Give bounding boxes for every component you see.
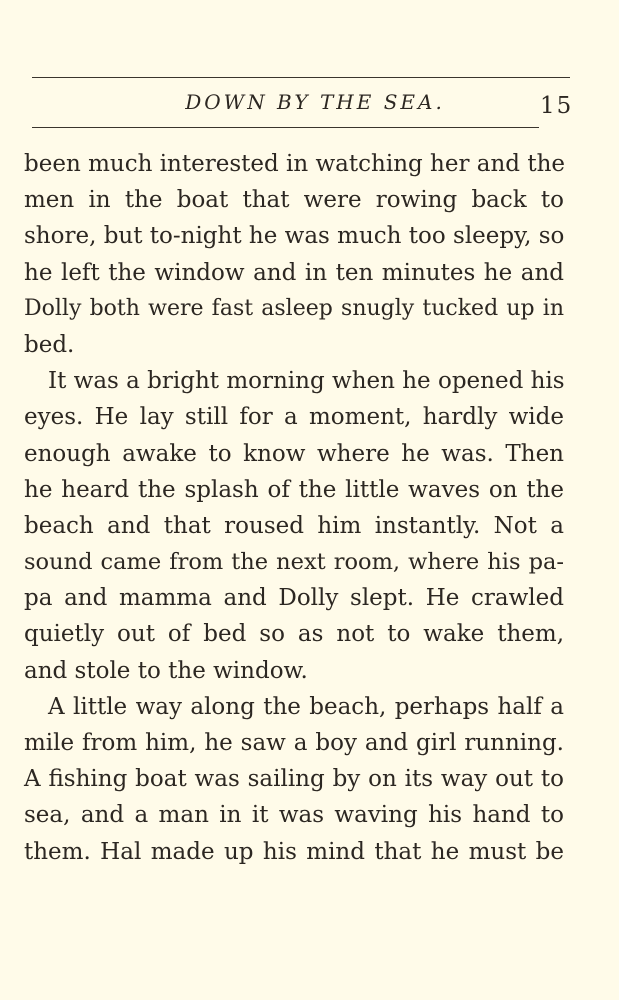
text-line: sea, and a man in it was waving his hand to [24,802,564,829]
text-line: men in the boat that were rowing back to [24,187,564,214]
text-line: he left the window and in ten minutes he and [24,259,564,286]
text-line: bed. [24,331,75,358]
page-number: 15 [540,93,574,119]
text-line: beach and that roused him instantly. Not a [24,512,564,539]
text-line: It was a bright morning when he opened his [48,368,565,395]
header-rule-bottom [32,127,539,128]
text-line: A little way along the beach, perhaps half a [48,693,564,720]
text-line: mile from him, he saw a boy and girl running. [24,730,564,756]
text-line: eyes. He lay still for a moment, hardly wide [24,404,564,431]
text-line: them. Hal made up his mind that he must be [24,838,564,865]
text-line: pa and mamma and Dolly slept. He crawled [24,585,564,612]
text-line: A fishing boat was sailing by on its way out to [24,766,564,793]
text-line: shore, but to-night he was much too sleepy, so [24,223,565,250]
text-line: been much interested in watching her and the [24,151,565,177]
text-line: he heard the splash of the little waves on the [24,476,564,503]
body-text [24,146,564,870]
running-head: DOWN BY THE SEA. [185,90,445,114]
header-rule-top [32,77,570,78]
text-line: Dolly both were fast asleep snugly tucked up in [24,295,564,321]
text-line: enough awake to know where he was. Then [24,440,564,467]
text-line: sound came from the next room, where his pa- [24,549,564,576]
text-line: quietly out of bed so as not to wake them, [24,621,564,648]
text-line: and stole to the window. [24,657,308,684]
